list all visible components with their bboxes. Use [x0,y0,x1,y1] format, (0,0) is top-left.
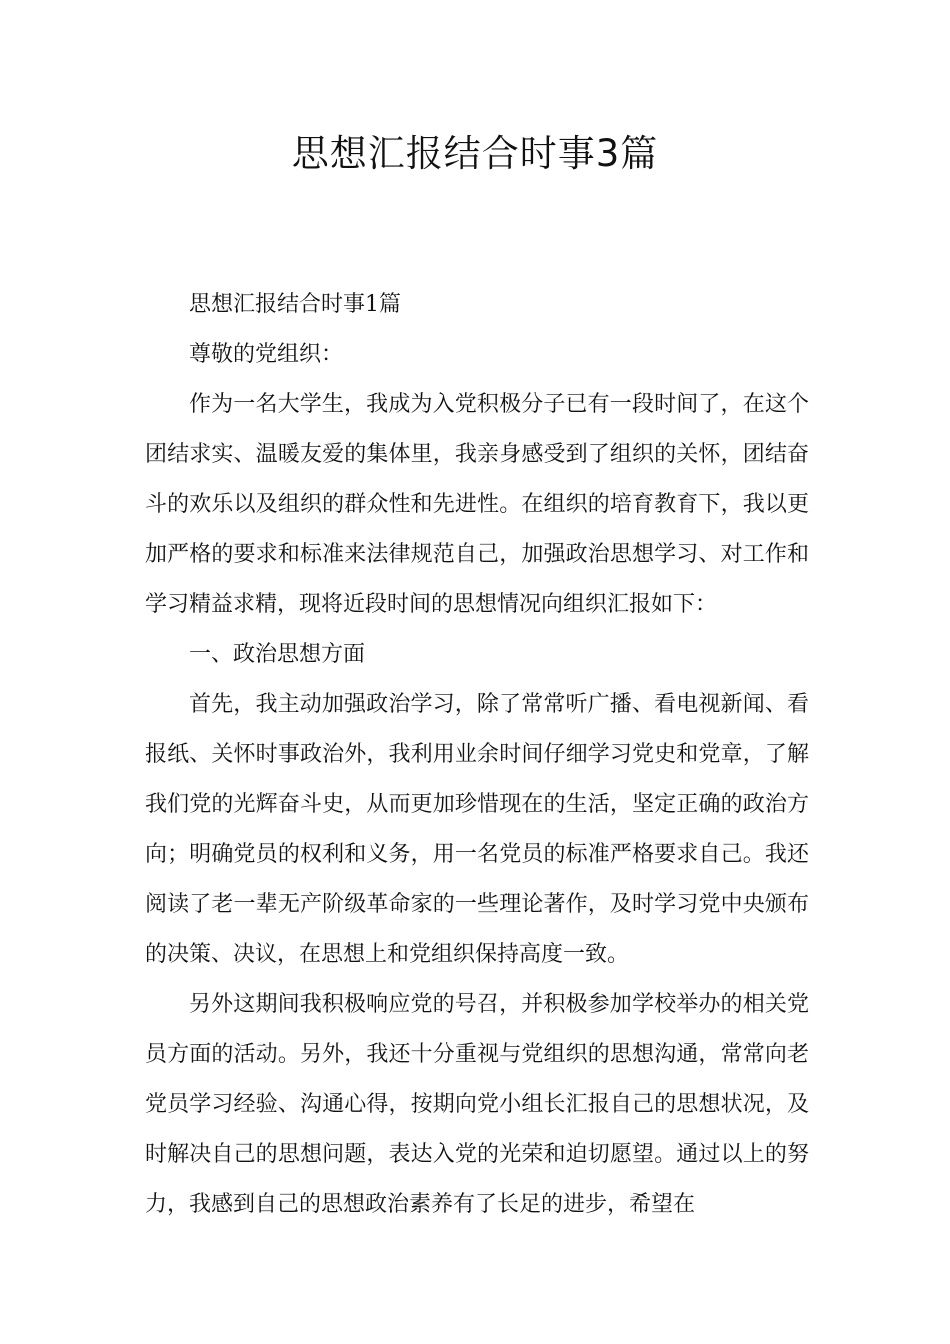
paragraph-political-study: 首先，我主动加强政治学习，除了常常听广播、看电视新闻、看报纸、关怀时事政治外，我利用业余时间仔细学习党史和党章，了解我们党的光辉奋斗史，从而更加珍惜现在的生活，坚定正确的政治方向；明确党员的权利和义务，用一名党员的标准严格要求自己。我还阅读了老一辈无产阶级革命家的一些理论著作，及时学习党中央颁布的决策、决议，在思想上和党组织保持高度一致。 [145,692,809,967]
salutation: 尊敬的党组织： [189,342,344,367]
section-subtitle: 思想汇报结合时事1篇 [189,292,401,317]
document-body [145,280,809,1230]
paragraph-intro: 作为一名大学生，我成为入党积极分子已有一段时间了，在这个团结求实、温暖友爱的集体里，我亲身感受到了组织的关怀，团结奋斗的欢乐以及组织的群众性和先进性。在组织的培育教育下，我以更加严格的要求和标准来法律规范自己，加强政治思想学习、对工作和学习精益求精，现将近段时间的思想情况向组织汇报如下： [145,392,809,617]
paragraph-activities: 另外这期间我积极响应党的号召，并积极参加学校举办的相关党员方面的活动。另外，我还十分重视与党组织的思想沟通，常常向老党员学习经验、沟通心得，按期向党小组长汇报自己的思想状况，及时解决自己的思想问题，表达入党的光荣和迫切愿望。通过以上的努力，我感到自己的思想政治素养有了长足的进步，希望在 [145,992,809,1217]
section-heading-political: 一、政治思想方面 [189,642,366,667]
document-title: 思想汇报结合时事3篇 [291,132,659,175]
